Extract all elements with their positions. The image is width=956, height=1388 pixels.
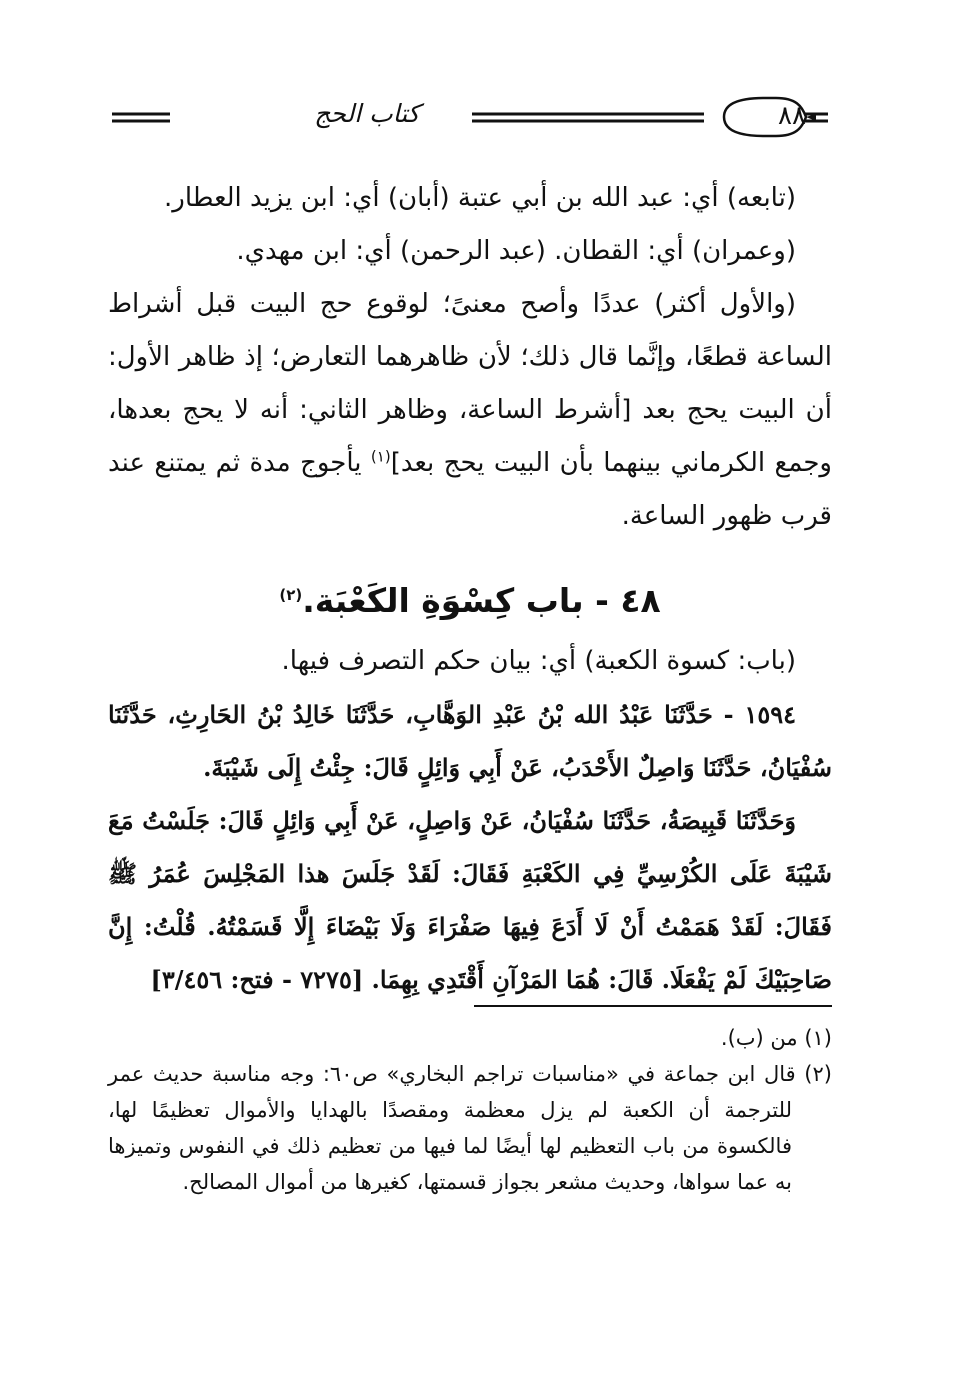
commentary-paragraph	[108, 278, 832, 543]
hadith-text: وَحَدَّثَنَا قَبِيصَةُ، حَدَّثَنَا سُفْيَانُ، عَنْ وَاصِلٍ، عَنْ أَبِي وَائِلٍ قَالَ: جَلَسْتُ مَعَ شَيْبَةَ عَلَى الكُرْسِيِّ فِي الكَعْبَةِ فَقَالَ: لَقَدْ جَلَسَ هذا المَجْلِسَ عُمَرُ ﷺ فَقَالَ: لَقَدْ هَمَمْتُ أَنْ لَا أَدَعَ فِيهَا صَفْرَاءَ وَلَا بَيْضَاءَ إِلَّا قَسَمْتُهُ. قُلْتُ: إِنَّ صَاحِبَيْكَ لَمْ يَفْعَلَا. قَالَ: هُمَا المَرْآنِ أَقْتَدِي بِهِمَا. [٧٢٧٥ - فتح: ٣/٤٥٦]	[108, 806, 832, 994]
footnote-item: (١) من (ب).	[720, 1026, 832, 1050]
running-title: كتاب الحج	[262, 94, 472, 134]
chapter-heading	[108, 571, 832, 631]
commentary-paragraph: (باب: كسوة الكعبة) أي: بيان حكم التصرف فيها.	[281, 646, 796, 676]
commentary-text: (والأول أكثر) عددًا وأصح معنىً؛ لوقوع حج البيت قبل أشراط الساعة قطعًا، وإنَّما قال ذلك؛ لأن ظاهرهما التعارض؛ إذ ظاهر الأول: أن البيت يحج بعد [أشرط الساعة، وظاهر الثاني: أنه لا يحج بعدها، وجمع الكرماني بينهما بأن البيت يحج بعد]	[108, 289, 832, 478]
hadith-text: ١٥٩٤ - حَدَّثَنَا عَبْدُ الله بْنُ عَبْدِ الوَهَّابِ، حَدَّثَنَا خَالِدُ بْنُ الحَارِثِ، حَدَّثَنَا سُفْيَانُ، حَدَّثَنَا وَاصِلٌ الأَحْدَبُ، عَنْ أَبِي وَائِلٍ قَالَ: جِئْتُ إِلَى شَيْبَةَ.	[108, 700, 832, 782]
commentary-paragraph: (وعمران) أي: القطان. (عبد الرحمن) أي: ابن مهدي.	[236, 236, 796, 266]
page-number: ٨٨	[778, 101, 806, 131]
footnote-item: (٢) قال ابن جماعة في «مناسبات تراجم البخاري» ص٦٠: وجه مناسبة حديث عمر للترجمة أن الكعبة لم يزل معظمة ومقصدًا بالهدايا والأموال تعظيمًا لها، فالكسوة من باب التعظيم لها أيضًا لما فيها من تعظيم ذلك في النفوس وتميزها به عما سواها، وحديث مشعر بجواز قسمتها، كغيرها من أموال المصالح.	[108, 1062, 832, 1194]
footnote-marker: (٢)	[279, 586, 303, 604]
commentary-paragraph: (تابعه) أي: عبد الله بن أبي عتبة (أبان) أي: ابن يزيد العطار.	[164, 183, 796, 213]
page-header	[112, 92, 828, 142]
footnote-separator	[474, 1005, 832, 1007]
chapter-heading-text: ٤٨ - باب كِسْوَةِ الكَعْبَة.	[302, 581, 661, 620]
main-text	[108, 172, 832, 1006]
footnotes	[108, 1020, 832, 1200]
commentary-text: يأجوج مدة ثم يمتنع عند قرب ظهور الساعة.	[108, 448, 832, 531]
footnote-marker: (١)	[370, 447, 391, 466]
